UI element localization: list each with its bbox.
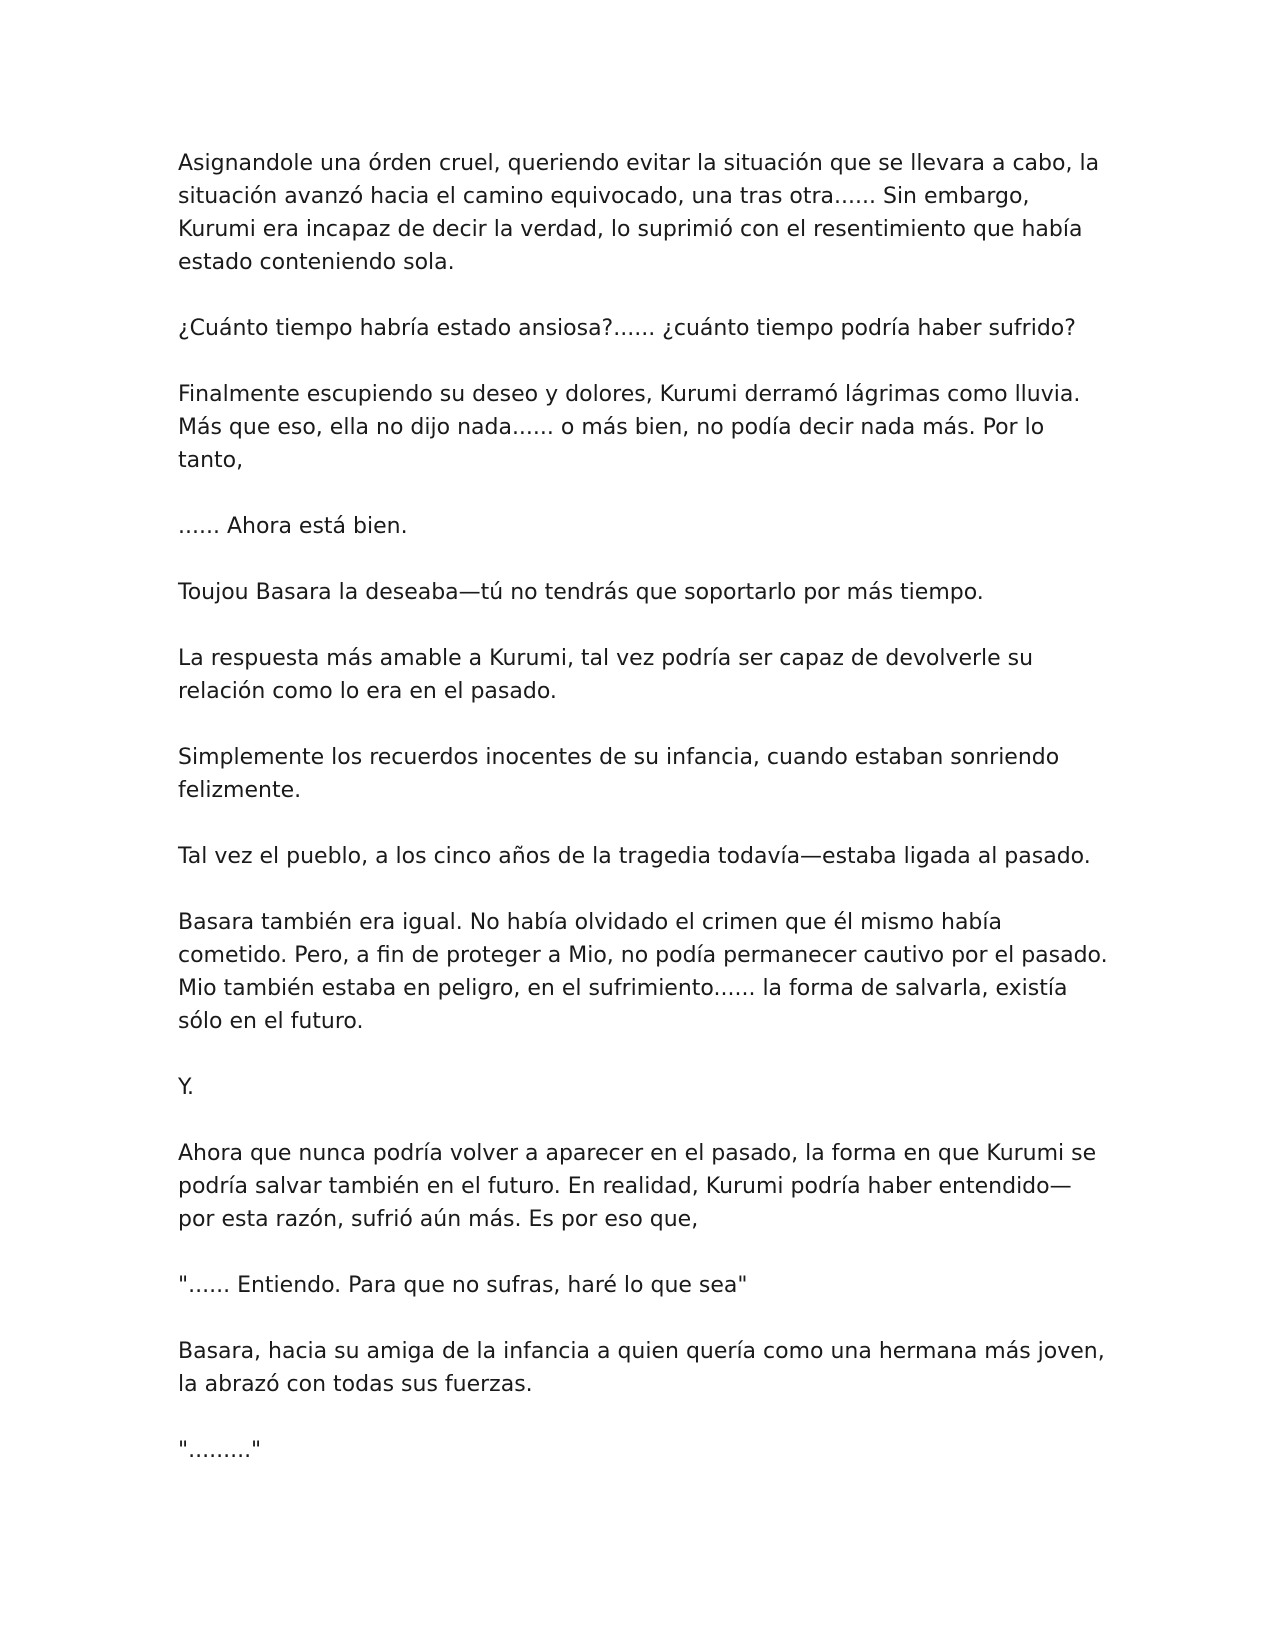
- paragraph-9: Basara también era igual. No había olvidado el crimen que él mismo había cometido. Pero, a fin de proteger a Mio, no podía permanecer cautivo por el pasado. Mio también estaba en peligro, en el sufrimiento...... la forma de salvarla, existía sólo en el futuro.: [178, 910, 1108, 1034]
- paragraph-13: Basara, hacia su amiga de la infancia a quien quería como una hermana más joven, la abrazó con todas sus fuerzas.: [178, 1339, 1105, 1397]
- paragraph-14: ".........": [178, 1438, 262, 1463]
- paragraph-11: Ahora que nunca podría volver a aparecer en el pasado, la forma en que Kurumi se podría salvar también en el futuro. En realidad, Kurumi podría haber entendido—por esta razón, sufrió aún más. Es por eso que,: [178, 1141, 1097, 1232]
- paragraph-7: Simplemente los recuerdos inocentes de su infancia, cuando estaban sonriendo felizmente.: [178, 745, 1060, 803]
- paragraph-6: La respuesta más amable a Kurumi, tal vez podría ser capaz de devolverle su relación como lo era en el pasado.: [178, 646, 1034, 704]
- paragraph-5: Toujou Basara la deseaba—tú no tendrás que soportarlo por más tiempo.: [178, 580, 984, 605]
- paragraph-2: ¿Cuánto tiempo habría estado ansiosa?...... ¿cuánto tiempo podría haber sufrido?: [178, 316, 1076, 341]
- paragraph-10: Y.: [178, 1075, 194, 1100]
- paragraph-1: Asignandole una órden cruel, queriendo evitar la situación que se llevara a cabo, la situación avanzó hacia el camino equivocado, una tras otra...... Sin embargo, Kurumi era incapaz de decir la verdad, lo suprimió con el resentimiento que había estado conteniendo sola.: [178, 151, 1100, 275]
- paragraph-8: Tal vez el pueblo, a los cinco años de la tragedia todavía—estaba ligada al pasado.: [178, 844, 1091, 869]
- paragraph-3: Finalmente escupiendo su deseo y dolores, Kurumi derramó lágrimas como lluvia. Más que eso, ella no dijo nada...... o más bien, no podía decir nada más. Por lo tanto,: [178, 382, 1081, 473]
- document-body: [178, 147, 1108, 1500]
- paragraph-12: "...... Entiendo. Para que no sufras, haré lo que sea": [178, 1273, 748, 1298]
- paragraph-4: ...... Ahora está bien.: [178, 514, 408, 539]
